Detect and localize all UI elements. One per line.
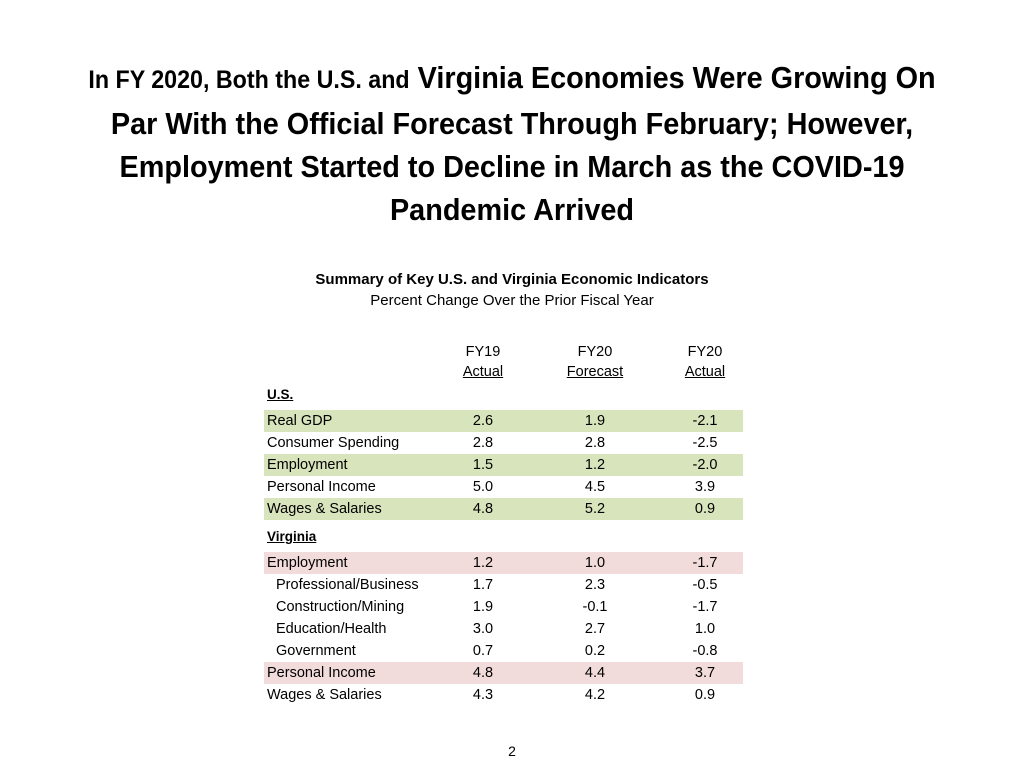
row-label: Government xyxy=(276,643,356,659)
cell-fy20-forecast: 4.2 xyxy=(584,687,606,703)
virginia-rows xyxy=(264,552,743,706)
cell-fy20-forecast: 4.4 xyxy=(584,665,606,681)
cell-fy20-actual: -2.1 xyxy=(692,413,718,429)
table-row xyxy=(264,454,743,476)
column-header-year: FY20 xyxy=(687,344,723,360)
cell-fy20-forecast: 1.9 xyxy=(584,413,606,429)
cell-fy19-actual: 5.0 xyxy=(472,479,494,495)
cell-fy20-forecast: 5.2 xyxy=(584,501,606,517)
row-label: Employment xyxy=(267,457,348,473)
cell-fy19-actual: 2.8 xyxy=(472,435,494,451)
table-header xyxy=(264,342,743,384)
row-label: Consumer Spending xyxy=(267,435,400,451)
column-header-type: Forecast xyxy=(566,364,624,380)
cell-fy19-actual: 4.3 xyxy=(472,687,494,703)
cell-fy20-actual: -1.7 xyxy=(692,555,718,571)
cell-fy20-forecast: 2.3 xyxy=(584,577,606,593)
cell-fy19-actual: 0.7 xyxy=(472,643,494,659)
cell-fy20-actual: 3.7 xyxy=(694,665,716,681)
slide-title xyxy=(73,56,951,231)
cell-fy20-forecast: 1.0 xyxy=(584,555,606,571)
cell-fy20-actual: 0.9 xyxy=(694,687,716,703)
cell-fy20-actual: -2.5 xyxy=(692,435,718,451)
row-label: Personal Income xyxy=(267,479,376,495)
cell-fy19-actual: 4.8 xyxy=(472,665,494,681)
cell-fy20-actual: -0.8 xyxy=(692,643,718,659)
table-row xyxy=(264,618,743,640)
row-label: Real GDP xyxy=(267,413,333,429)
row-label: Wages & Salaries xyxy=(267,501,382,517)
column-header-type: Actual xyxy=(684,364,726,380)
column-header-fy19-actual xyxy=(428,342,538,382)
indicators-table xyxy=(264,342,743,706)
cell-fy20-forecast: 2.8 xyxy=(584,435,606,451)
column-header-year: FY20 xyxy=(577,344,613,360)
row-label: Wages & Salaries xyxy=(267,687,382,703)
cell-fy20-actual: 1.0 xyxy=(694,621,716,637)
section-heading-virginia: Virginia xyxy=(267,529,317,544)
cell-fy20-actual: 3.9 xyxy=(694,479,716,495)
cell-fy20-actual: 0.9 xyxy=(694,501,716,517)
cell-fy19-actual: 1.9 xyxy=(472,599,494,615)
column-header-fy20-forecast xyxy=(540,342,650,382)
cell-fy20-forecast: 1.2 xyxy=(584,457,606,473)
cell-fy20-forecast: -0.1 xyxy=(582,599,608,615)
cell-fy20-forecast: 0.2 xyxy=(584,643,606,659)
table-subtitle: Percent Change Over the Prior Fiscal Year xyxy=(370,292,654,309)
section-heading-us: U.S. xyxy=(267,387,294,402)
cell-fy19-actual: 1.5 xyxy=(472,457,494,473)
row-label: Personal Income xyxy=(267,665,376,681)
cell-fy19-actual: 4.8 xyxy=(472,501,494,517)
cell-fy19-actual: 2.6 xyxy=(472,413,494,429)
cell-fy20-forecast: 2.7 xyxy=(584,621,606,637)
table-row xyxy=(264,596,743,618)
table-row xyxy=(264,498,743,520)
table-row xyxy=(264,432,743,454)
table-row xyxy=(264,574,743,596)
row-label: Professional/Business xyxy=(276,577,419,593)
page-number: 2 xyxy=(508,743,516,759)
table-row xyxy=(264,552,743,574)
cell-fy20-actual: -2.0 xyxy=(692,457,718,473)
table-title: Summary of Key U.S. and Virginia Economic Indicators xyxy=(315,271,709,288)
table-row xyxy=(264,476,743,498)
cell-fy20-actual: -1.7 xyxy=(692,599,718,615)
table-row xyxy=(264,640,743,662)
column-header-year: FY19 xyxy=(465,344,501,360)
row-label: Education/Health xyxy=(276,621,387,637)
cell-fy19-actual: 1.7 xyxy=(472,577,494,593)
row-label: Employment xyxy=(267,555,348,571)
slide-title-lead: In FY 2020, Both the U.S. and xyxy=(88,66,410,94)
table-row xyxy=(264,662,743,684)
cell-fy20-actual: -0.5 xyxy=(692,577,718,593)
cell-fy20-forecast: 4.5 xyxy=(584,479,606,495)
column-header-type: Actual xyxy=(462,364,504,380)
cell-fy19-actual: 3.0 xyxy=(472,621,494,637)
table-row xyxy=(264,410,743,432)
cell-fy19-actual: 1.2 xyxy=(472,555,494,571)
us-rows xyxy=(264,410,743,520)
slide-title-rest: Virginia Economies Were Growing On Par With the Official Forecast Through February; However, Employment Started to Decline in March as the COVID-19 Pandemic Arrived xyxy=(110,60,936,227)
table-row xyxy=(264,684,743,706)
row-label: Construction/Mining xyxy=(276,599,405,615)
column-header-fy20-actual xyxy=(650,342,760,382)
